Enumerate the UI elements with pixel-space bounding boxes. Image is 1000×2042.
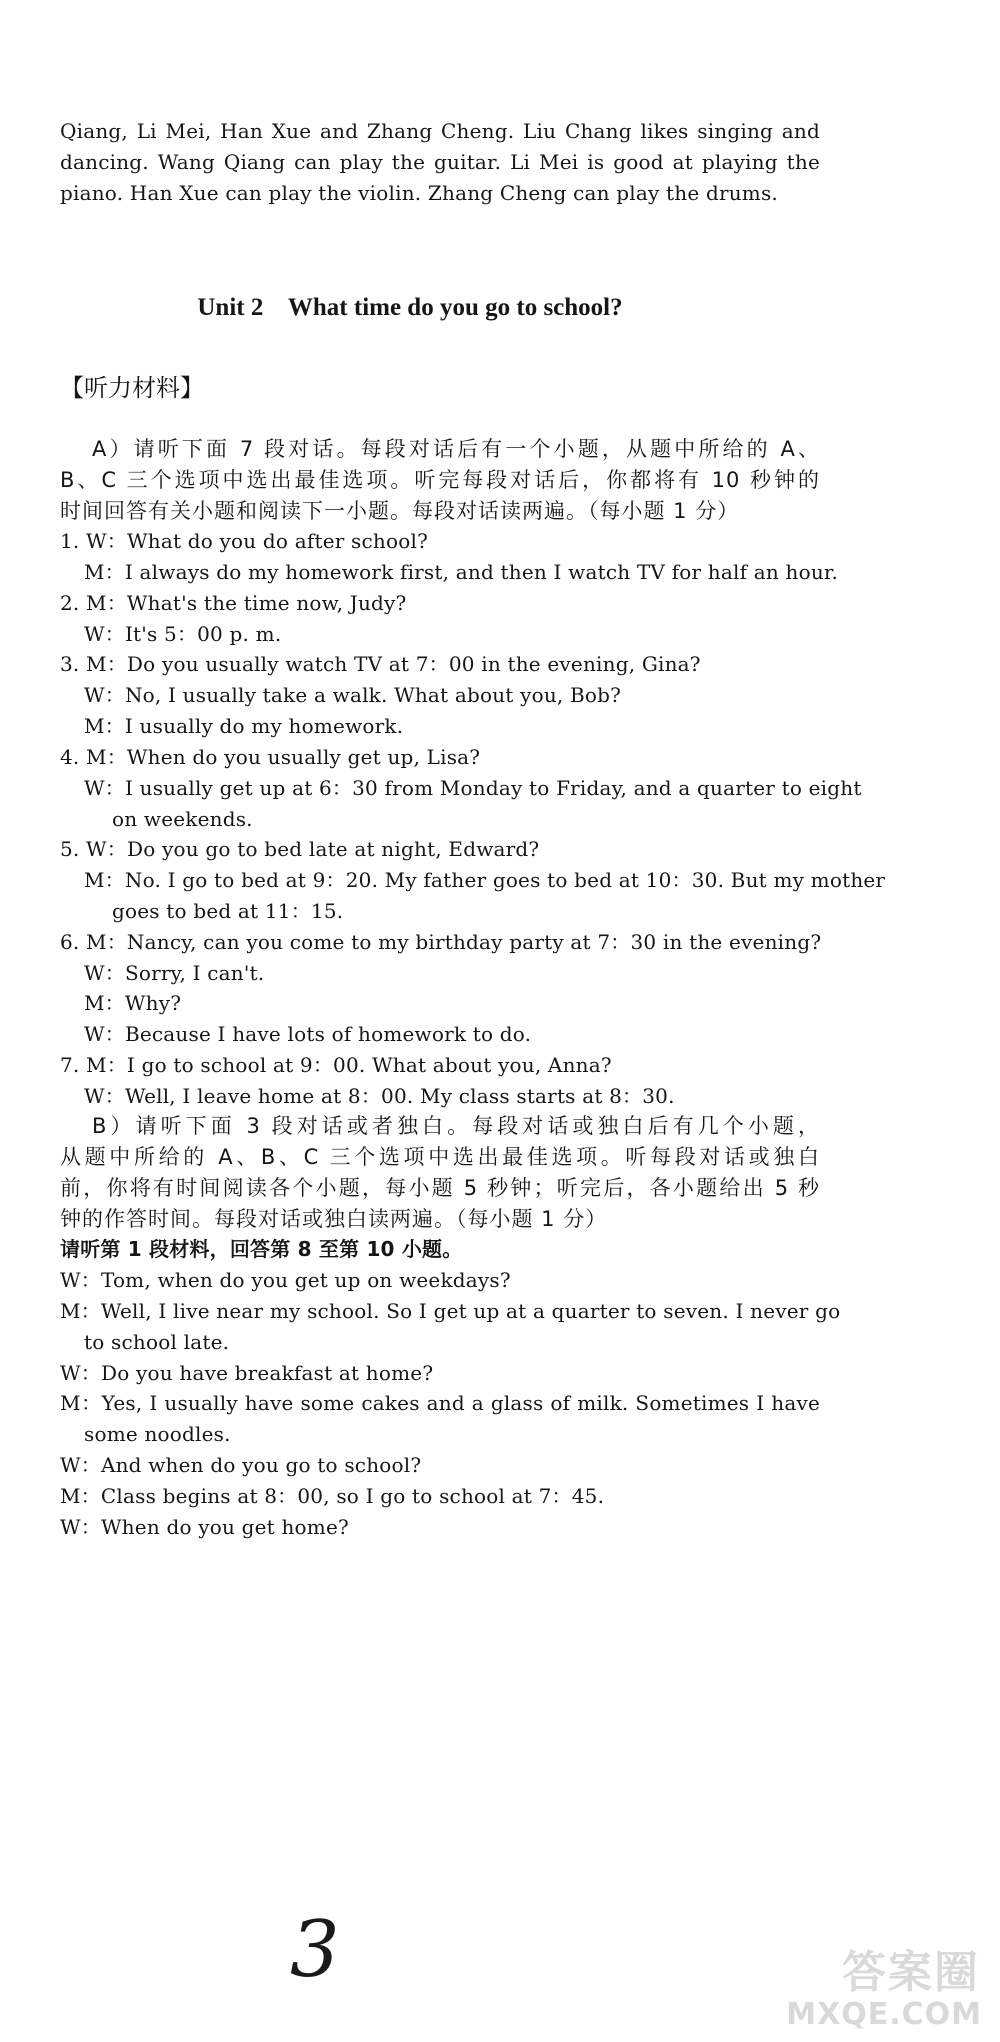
watermark-url: MXQE.COM <box>786 1997 982 2032</box>
intro-line-2: dancing. Wang Qiang can play the guitar. Li Mei is good at playing the <box>60 150 820 174</box>
dialog-1-answer: M：I always do my homework first, and then I watch TV for half an hour. <box>84 560 839 584</box>
dialog-5-answer: M：No. I go to bed at 9：20. My father goes to bed at 10：30. But my mother <box>84 868 886 892</box>
watermark-logo-text: 答案圈 <box>842 1947 980 1998</box>
watermark-logo <box>720 1928 992 2034</box>
unit-title: Unit 2 What time do you go to school? <box>197 294 623 321</box>
part-b-instruction-3: 前，你将有时间阅读各个小题，每小题 5 秒钟；听完后，各小题给出 5 秒 <box>60 1176 820 1200</box>
dialog-7-answer: W：Well, I leave home at 8：00. My class starts at 8：30. <box>84 1084 675 1108</box>
section-heading: 【听力材料】 <box>60 374 204 402</box>
material-1-line-5: W：And when do you go to school? <box>60 1453 422 1477</box>
dialog-3-answer: W：No, I usually take a walk. What about you, Bob? <box>84 683 622 707</box>
intro-line-1: Qiang, Li Mei, Han Xue and Zhang Cheng. Liu Chang likes singing and <box>60 119 820 143</box>
dialog-6-answer-2: W：Because I have lots of homework to do. <box>84 1022 532 1046</box>
intro-line-3: piano. Han Xue can play the violin. Zhang Cheng can play the drums. <box>60 181 778 205</box>
material-1-line-2-cont: to school late. <box>84 1330 230 1354</box>
part-b-instruction-2: 从题中所给的 A、B、C 三个选项中选出最佳选项。听每段对话或独白 <box>60 1145 820 1169</box>
dialog-5-answer-cont: goes to bed at 11：15. <box>112 899 344 923</box>
part-a-instruction-2: B、C 三个选项中选出最佳选项。听完每段对话后，你都将有 10 秒钟的 <box>60 468 820 492</box>
material-1-line-4: M：Yes, I usually have some cakes and a glass of milk. Sometimes I have <box>60 1391 820 1415</box>
part-a-instruction-3: 时间回答有关小题和阅读下一小题。每段对话读两遍。（每小题 1 分） <box>60 499 740 523</box>
material-1-heading: 请听第 1 段材料，回答第 8 至第 10 小题。 <box>60 1237 463 1261</box>
dialog-4-answer-cont: on weekends. <box>112 807 253 831</box>
material-1-line-6: M：Class begins at 8：00, so I go to school at 7：45. <box>60 1484 605 1508</box>
part-b-instruction-4: 钟的作答时间。每段对话或独白读两遍。（每小题 1 分） <box>60 1207 608 1231</box>
dialog-2-question: 2. M：What's the time now, Judy? <box>60 591 407 615</box>
dialog-6-reply: M：Why? <box>84 991 182 1015</box>
dialog-5-question: 5. W：Do you go to bed late at night, Edward? <box>60 837 540 861</box>
part-a-instruction-1: A）请听下面 7 段对话。每段对话后有一个小题，从题中所给的 A、 <box>92 437 820 461</box>
dialog-1-question: 1. W：What do you do after school? <box>60 529 428 553</box>
material-1-line-1: W：Tom, when do you get up on weekdays? <box>60 1268 511 1292</box>
page-number: 3 <box>290 1905 340 1995</box>
dialog-4-answer: W：I usually get up at 6：30 from Monday to Friday, and a quarter to eight <box>84 776 862 800</box>
material-1-line-2: M：Well, I live near my school. So I get up at a quarter to seven. I never go <box>60 1299 841 1323</box>
dialog-6-answer: W：Sorry, I can't. <box>84 961 265 985</box>
dialog-3-question: 3. M：Do you usually watch TV at 7：00 in the evening, Gina? <box>60 652 701 676</box>
material-1-line-3: W：Do you have breakfast at home? <box>60 1361 434 1385</box>
dialog-2-answer: W：It's 5：00 p. m. <box>84 622 282 646</box>
dialog-4-question: 4. M：When do you usually get up, Lisa? <box>60 745 481 769</box>
part-b-instruction-1: B）请听下面 3 段对话或者独白。每段对话或独白后有几个小题， <box>92 1114 820 1138</box>
material-1-line-7: W：When do you get home? <box>60 1515 349 1539</box>
dialog-7-question: 7. M：I go to school at 9：00. What about you, Anna? <box>60 1053 612 1077</box>
material-1-line-4-cont: some noodles. <box>84 1422 231 1446</box>
dialog-6-question: 6. M：Nancy, can you come to my birthday party at 7：30 in the evening? <box>60 930 822 954</box>
dialog-3-reply: M：I usually do my homework. <box>84 714 404 738</box>
